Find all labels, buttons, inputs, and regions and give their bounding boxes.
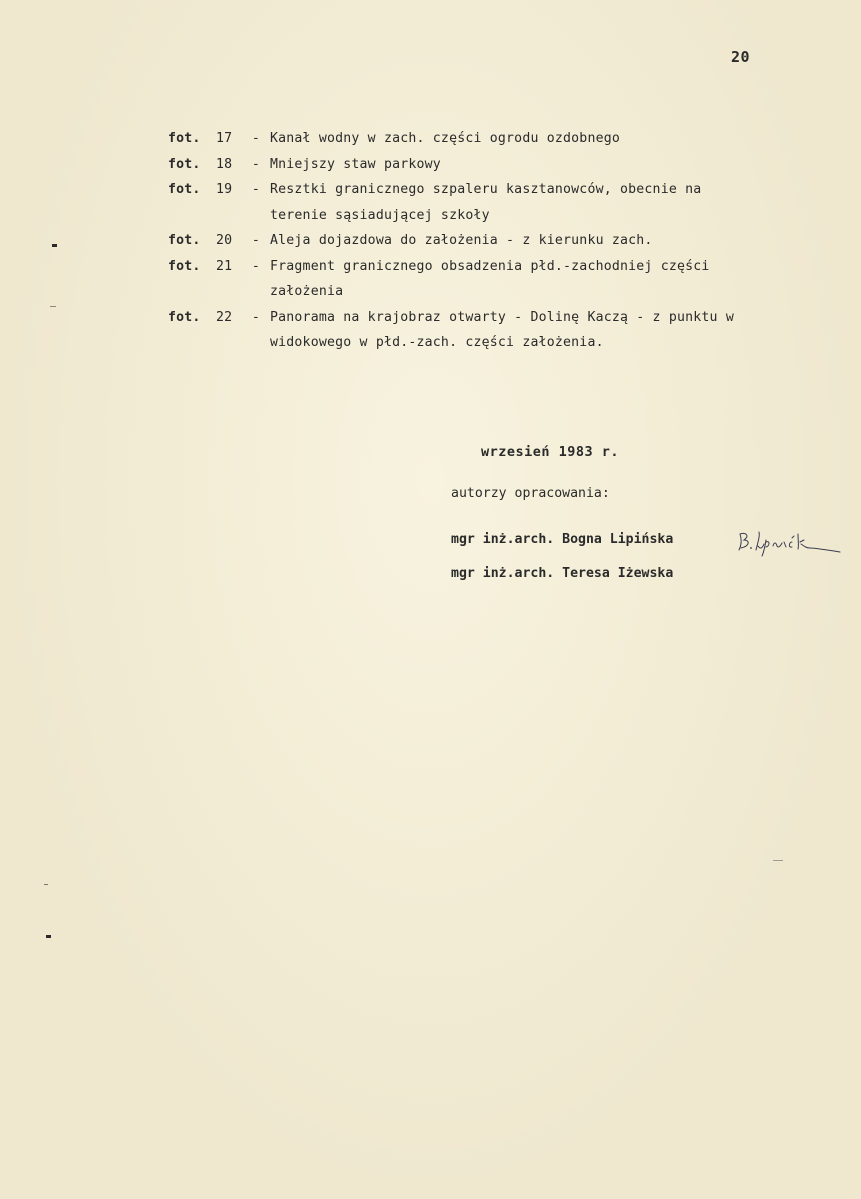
- caption-line: Mniejszy staw parkowy: [270, 156, 441, 172]
- caption-dash: -: [251, 182, 261, 197]
- caption-line: Kanał wodny w zach. części ogrodu ozdobnego: [270, 131, 621, 146]
- authors-label: autorzy opracowania:: [451, 486, 610, 501]
- caption-line: założenia: [270, 284, 344, 299]
- caption-text: [270, 305, 860, 356]
- photo-caption-list: [168, 126, 858, 356]
- caption-label: fot.: [168, 258, 201, 274]
- document-date: wrzesień 1983 r.: [481, 444, 620, 460]
- caption-label: fot.: [168, 233, 201, 248]
- caption-label: fot.: [168, 156, 201, 172]
- caption-text: [270, 177, 860, 228]
- caption-line: Fragment granicznego obsadzenia płd.-zachodniej części: [270, 258, 710, 274]
- caption-dash: -: [251, 131, 261, 146]
- caption-dash: -: [251, 309, 261, 325]
- scan-mark: [44, 884, 48, 885]
- caption-label: fot.: [168, 131, 201, 146]
- photo-caption: [168, 177, 858, 228]
- caption-label: fot.: [168, 309, 201, 325]
- scan-mark: [773, 860, 783, 861]
- photo-caption: [168, 305, 858, 356]
- caption-number: 22: [216, 309, 233, 325]
- caption-line: Aleja dojazdowa do założenia - z kierunku zach.: [270, 233, 653, 248]
- caption-line: Resztki granicznego szpaleru kasztanowców, obecnie na: [270, 182, 702, 197]
- scan-mark: [46, 935, 51, 938]
- author-name: mgr inż.arch. Teresa Iżewska: [451, 566, 674, 581]
- photo-caption: [168, 254, 858, 305]
- author-name: mgr inż.arch. Bogna Lipińska: [451, 532, 674, 547]
- caption-label: fot.: [168, 182, 201, 197]
- scan-mark: [50, 306, 56, 307]
- page-number: 20: [731, 48, 751, 66]
- caption-line: widokowego w płd.-zach. części założenia.: [270, 335, 604, 350]
- caption-text: [270, 126, 860, 152]
- caption-line: terenie sąsiadującej szkoły: [270, 207, 490, 223]
- caption-number: 21: [216, 258, 233, 274]
- caption-text: [270, 254, 860, 305]
- caption-text: [270, 228, 860, 254]
- caption-number: 19: [216, 182, 233, 197]
- caption-line: Panorama na krajobraz otwarty - Dolinę Kaczą - z punktu w: [270, 309, 734, 325]
- caption-dash: -: [251, 233, 261, 248]
- caption-dash: -: [251, 258, 261, 274]
- photo-caption: [168, 228, 858, 254]
- handwritten-signature: [736, 528, 846, 558]
- photo-caption: [168, 126, 858, 152]
- caption-number: 20: [216, 233, 233, 248]
- caption-number: 17: [216, 131, 233, 146]
- caption-number: 18: [216, 156, 233, 172]
- scan-mark: [52, 244, 57, 247]
- caption-dash: -: [251, 156, 261, 172]
- caption-text: [270, 152, 860, 178]
- photo-caption: [168, 152, 858, 178]
